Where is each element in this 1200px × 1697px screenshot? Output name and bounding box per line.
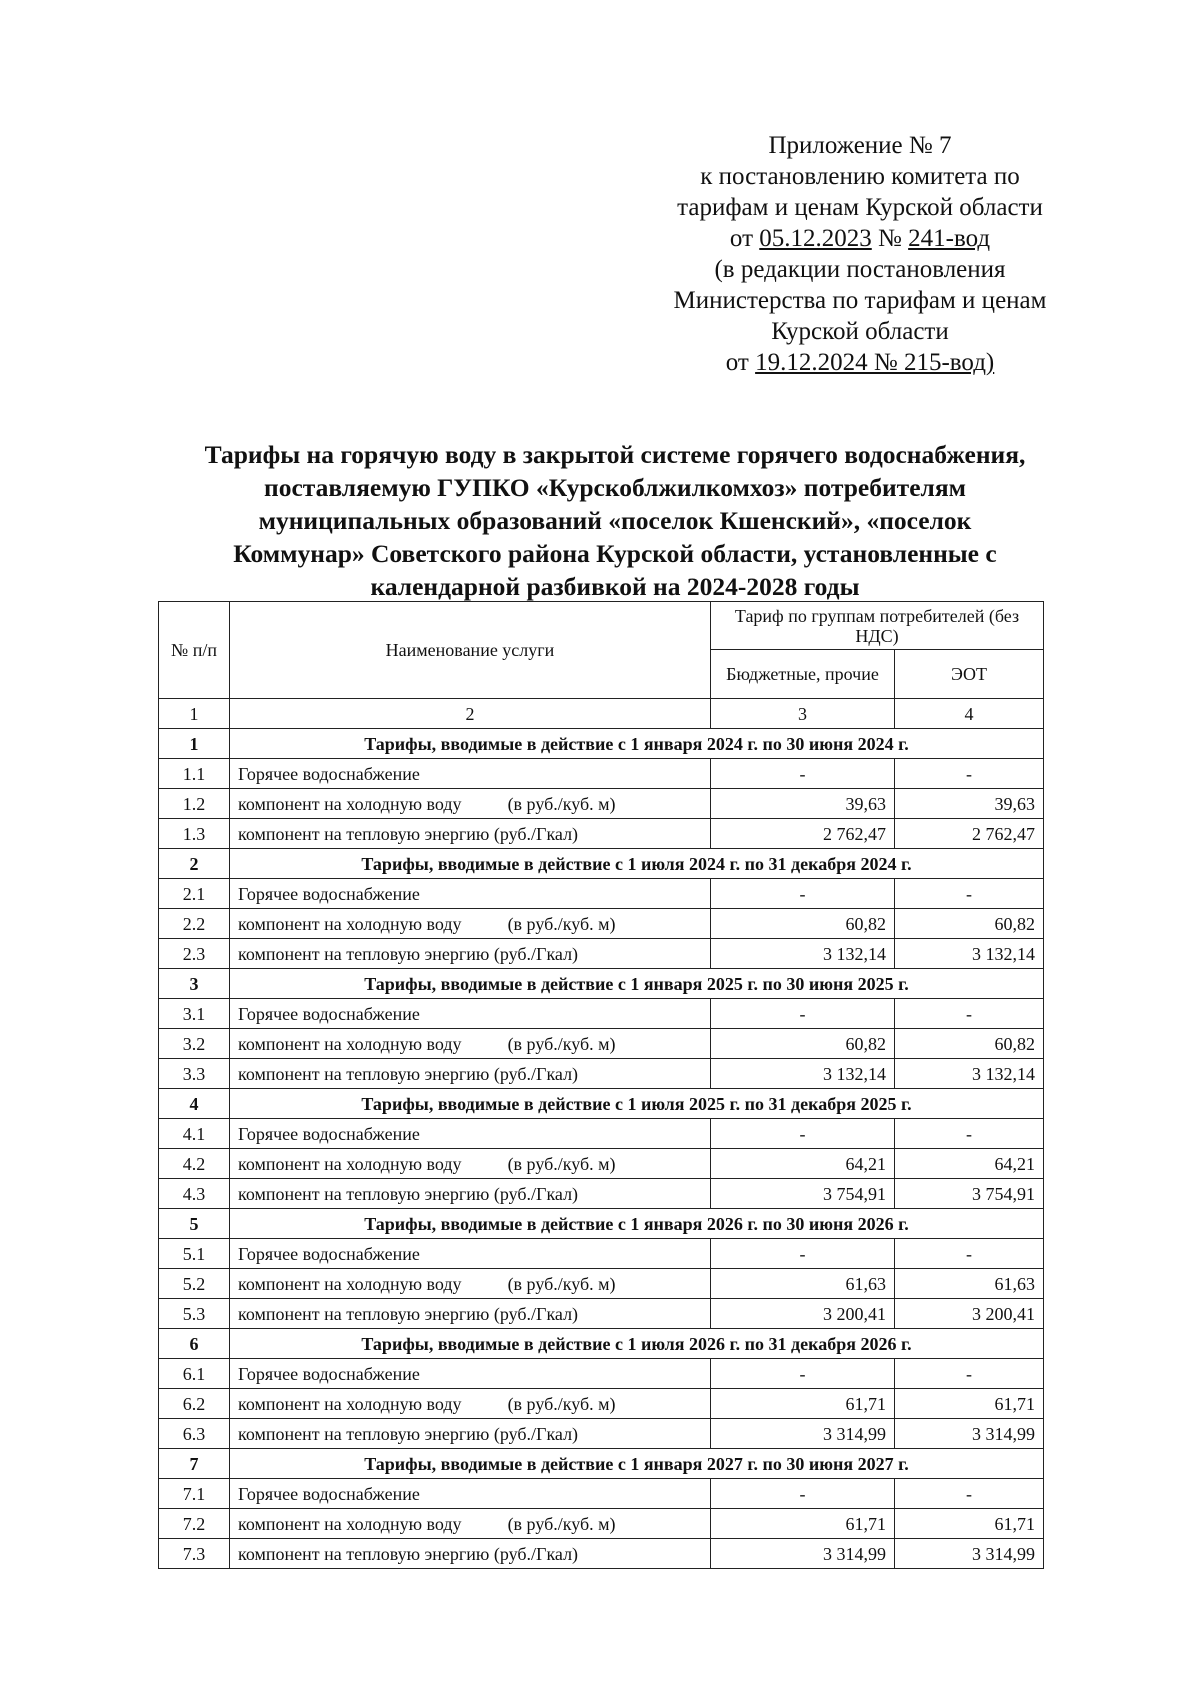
row-number: 3.3 — [159, 1059, 230, 1089]
section-title: Тарифы, вводимые в действие с 1 июля 2025 г. по 31 декабря 2025 г. — [230, 1089, 1044, 1119]
service-name-cell — [230, 1419, 711, 1449]
budget-value: 3 314,99 — [711, 1539, 895, 1569]
appendix-number: 241-вод — [908, 225, 991, 252]
eot-value: 39,63 — [895, 789, 1044, 819]
budget-value: 64,21 — [711, 1149, 895, 1179]
service-name: компонент на тепловую энергию (руб./Гкал) — [238, 1423, 579, 1444]
table-row — [159, 1059, 1044, 1089]
service-name: компонент на тепловую энергию (руб./Гкал) — [238, 1183, 579, 1204]
table-row — [159, 1239, 1044, 1269]
row-number: 5.3 — [159, 1299, 230, 1329]
service-name: Горячее водоснабжение — [238, 883, 420, 904]
header-service: Наименование услуги — [230, 602, 711, 699]
service-unit: (в руб./куб. м) — [507, 1153, 616, 1174]
service-unit: (в руб./куб. м) — [507, 913, 616, 934]
budget-value: 39,63 — [711, 789, 895, 819]
table-row — [159, 939, 1044, 969]
table-row — [159, 1149, 1044, 1179]
title-line: Тарифы на горячую воду в закрытой системе горячего водоснабжения, — [204, 440, 1026, 469]
table-header-row — [159, 602, 1044, 650]
section-title: Тарифы, вводимые в действие с 1 июля 2024 г. по 31 декабря 2024 г. — [230, 849, 1044, 879]
eot-value: 2 762,47 — [895, 819, 1044, 849]
section-title: Тарифы, вводимые в действие с 1 января 2026 г. по 30 июня 2026 г. — [230, 1209, 1044, 1239]
appendix-line: тарифам и ценам Курской области — [677, 194, 1043, 221]
table-row — [159, 1029, 1044, 1059]
title-line: муниципальных образований «поселок Кшенский», «поселок — [258, 506, 972, 535]
row-number: 6.2 — [159, 1389, 230, 1419]
budget-value: 2 762,47 — [711, 819, 895, 849]
section-number: 4 — [159, 1089, 230, 1119]
header-num: № п/п — [159, 602, 230, 699]
service-name-cell — [230, 1479, 711, 1509]
eot-value: - — [895, 1119, 1044, 1149]
service-name-cell — [230, 1269, 711, 1299]
row-number: 4.2 — [159, 1149, 230, 1179]
title-line: календарной разбивкой на 2024-2028 годы — [370, 572, 860, 601]
appendix-from: от — [725, 349, 756, 376]
budget-value: - — [711, 1479, 895, 1509]
section-row — [159, 1089, 1044, 1119]
appendix-line: Министерства по тарифам и ценам — [673, 287, 1047, 314]
row-number: 2.1 — [159, 879, 230, 909]
appendix-line: Приложение № 7 — [768, 132, 952, 159]
service-name-cell — [230, 1509, 711, 1539]
service-name-cell — [230, 939, 711, 969]
service-name: компонент на холодную воду — [238, 1273, 462, 1294]
service-unit: (в руб./куб. м) — [507, 1393, 616, 1414]
column-number: 4 — [895, 699, 1044, 729]
table-row — [159, 1299, 1044, 1329]
budget-value: 3 132,14 — [711, 1059, 895, 1089]
section-number: 6 — [159, 1329, 230, 1359]
column-number-row — [159, 699, 1044, 729]
service-name: компонент на холодную воду — [238, 1033, 462, 1054]
service-name-cell — [230, 1539, 711, 1569]
service-unit: (в руб./куб. м) — [507, 793, 616, 814]
service-name: компонент на тепловую энергию (руб./Гкал) — [238, 1543, 579, 1564]
eot-value: 3 314,99 — [895, 1539, 1044, 1569]
section-number: 7 — [159, 1449, 230, 1479]
budget-value: 61,71 — [711, 1509, 895, 1539]
service-unit: (в руб./куб. м) — [507, 1033, 616, 1054]
budget-value: - — [711, 999, 895, 1029]
row-number: 1.3 — [159, 819, 230, 849]
header-eot: ЭОТ — [895, 650, 1044, 699]
eot-value: 60,82 — [895, 1029, 1044, 1059]
appendix-decree-line — [640, 223, 1080, 254]
service-name: компонент на тепловую энергию (руб./Гкал) — [238, 1063, 579, 1084]
service-name: компонент на холодную воду — [238, 1513, 462, 1534]
table-row — [159, 1479, 1044, 1509]
eot-value: - — [895, 1479, 1044, 1509]
table-row — [159, 1539, 1044, 1569]
table-row — [159, 909, 1044, 939]
section-title: Тарифы, вводимые в действие с 1 июля 2026 г. по 31 декабря 2026 г. — [230, 1329, 1044, 1359]
service-name-cell — [230, 1179, 711, 1209]
table-row — [159, 1389, 1044, 1419]
appendix-line: к постановлению комитета по — [700, 163, 1020, 190]
budget-value: 3 314,99 — [711, 1419, 895, 1449]
service-unit: (в руб./куб. м) — [507, 1513, 616, 1534]
service-name-cell — [230, 759, 711, 789]
service-name: компонент на холодную воду — [238, 793, 462, 814]
row-number: 6.1 — [159, 1359, 230, 1389]
title-line: поставляемую ГУПКО «Курскоблжилкомхоз» потребителям — [264, 473, 966, 502]
section-row — [159, 969, 1044, 999]
section-row — [159, 1329, 1044, 1359]
service-name-cell — [230, 819, 711, 849]
eot-value: - — [895, 1239, 1044, 1269]
service-name: компонент на тепловую энергию (руб./Гкал) — [238, 943, 579, 964]
section-number: 1 — [159, 729, 230, 759]
service-name: Горячее водоснабжение — [238, 1483, 420, 1504]
eot-value: 61,63 — [895, 1269, 1044, 1299]
budget-value: 60,82 — [711, 1029, 895, 1059]
row-number: 4.1 — [159, 1119, 230, 1149]
section-row — [159, 849, 1044, 879]
eot-value: 3 132,14 — [895, 939, 1044, 969]
budget-value: - — [711, 1239, 895, 1269]
row-number: 7.3 — [159, 1539, 230, 1569]
budget-value: 3 132,14 — [711, 939, 895, 969]
service-name-cell — [230, 1059, 711, 1089]
eot-value: 61,71 — [895, 1389, 1044, 1419]
budget-value: - — [711, 879, 895, 909]
eot-value: 60,82 — [895, 909, 1044, 939]
header-tariff-group: Тариф по группам потребителей (без НДС) — [711, 602, 1044, 650]
row-number: 7.2 — [159, 1509, 230, 1539]
eot-value: 61,71 — [895, 1509, 1044, 1539]
service-name-cell — [230, 1389, 711, 1419]
budget-value: 3 754,91 — [711, 1179, 895, 1209]
service-name: компонент на холодную воду — [238, 1393, 462, 1414]
section-row — [159, 1449, 1044, 1479]
section-number: 2 — [159, 849, 230, 879]
row-number: 3.2 — [159, 1029, 230, 1059]
service-name: Горячее водоснабжение — [238, 763, 420, 784]
row-number: 4.3 — [159, 1179, 230, 1209]
column-number: 2 — [230, 699, 711, 729]
eot-value: - — [895, 759, 1044, 789]
tariff-table — [158, 601, 1044, 1569]
section-title: Тарифы, вводимые в действие с 1 января 2024 г. по 30 июня 2024 г. — [230, 729, 1044, 759]
eot-value: - — [895, 999, 1044, 1029]
eot-value: 3 200,41 — [895, 1299, 1044, 1329]
service-name: Горячее водоснабжение — [238, 1243, 420, 1264]
appendix-no: № — [871, 225, 909, 252]
service-name: компонент на тепловую энергию (руб./Гкал) — [238, 1303, 579, 1324]
eot-value: 3 314,99 — [895, 1419, 1044, 1449]
section-title: Тарифы, вводимые в действие с 1 января 2027 г. по 30 июня 2027 г. — [230, 1449, 1044, 1479]
document-title — [140, 438, 1090, 603]
service-name: компонент на холодную воду — [238, 1153, 462, 1174]
budget-value: - — [711, 759, 895, 789]
service-name: компонент на тепловую энергию (руб./Гкал) — [238, 823, 579, 844]
service-unit: (в руб./куб. м) — [507, 1273, 616, 1294]
service-name-cell — [230, 1029, 711, 1059]
table-row — [159, 789, 1044, 819]
budget-value: 3 200,41 — [711, 1299, 895, 1329]
service-name-cell — [230, 1299, 711, 1329]
section-title: Тарифы, вводимые в действие с 1 января 2025 г. по 30 июня 2025 г. — [230, 969, 1044, 999]
section-number: 3 — [159, 969, 230, 999]
eot-value: 64,21 — [895, 1149, 1044, 1179]
service-name: Горячее водоснабжение — [238, 1123, 420, 1144]
appendix-from: от — [729, 225, 760, 252]
service-name: Горячее водоснабжение — [238, 1363, 420, 1384]
appendix-header — [640, 130, 1080, 378]
row-number: 1.2 — [159, 789, 230, 819]
row-number: 6.3 — [159, 1419, 230, 1449]
service-name-cell — [230, 999, 711, 1029]
row-number: 3.1 — [159, 999, 230, 1029]
appendix-line: Курской области — [771, 318, 949, 345]
budget-value: 61,63 — [711, 1269, 895, 1299]
row-number: 2.2 — [159, 909, 230, 939]
appendix-revision-line — [640, 347, 1080, 378]
title-line: Коммунар» Советского района Курской области, установленные с — [233, 539, 997, 568]
table-row — [159, 1509, 1044, 1539]
service-name-cell — [230, 1119, 711, 1149]
row-number: 7.1 — [159, 1479, 230, 1509]
eot-value: 3 754,91 — [895, 1179, 1044, 1209]
column-number: 3 — [711, 699, 895, 729]
appendix-revision-date: 19.12.2024 № 215-вод) — [755, 349, 995, 376]
eot-value: - — [895, 1359, 1044, 1389]
table-row — [159, 1419, 1044, 1449]
budget-value: - — [711, 1359, 895, 1389]
section-row — [159, 1209, 1044, 1239]
service-name-cell — [230, 879, 711, 909]
table-row — [159, 1119, 1044, 1149]
section-number: 5 — [159, 1209, 230, 1239]
header-budget: Бюджетные, прочие — [711, 650, 895, 699]
eot-value: 3 132,14 — [895, 1059, 1044, 1089]
row-number: 5.1 — [159, 1239, 230, 1269]
table-row — [159, 819, 1044, 849]
service-name: компонент на холодную воду — [238, 913, 462, 934]
service-name-cell — [230, 1359, 711, 1389]
row-number: 1.1 — [159, 759, 230, 789]
table-row — [159, 759, 1044, 789]
table-row — [159, 1359, 1044, 1389]
budget-value: - — [711, 1119, 895, 1149]
eot-value: - — [895, 879, 1044, 909]
table-row — [159, 1179, 1044, 1209]
appendix-line: (в редакции постановления — [714, 256, 1006, 283]
appendix-date: 05.12.2023 — [759, 225, 872, 252]
service-name-cell — [230, 1239, 711, 1269]
row-number: 2.3 — [159, 939, 230, 969]
section-row — [159, 729, 1044, 759]
service-name-cell — [230, 789, 711, 819]
service-name: Горячее водоснабжение — [238, 1003, 420, 1024]
table-row — [159, 999, 1044, 1029]
service-name-cell — [230, 1149, 711, 1179]
column-number: 1 — [159, 699, 230, 729]
table-row — [159, 1269, 1044, 1299]
budget-value: 60,82 — [711, 909, 895, 939]
row-number: 5.2 — [159, 1269, 230, 1299]
budget-value: 61,71 — [711, 1389, 895, 1419]
service-name-cell — [230, 909, 711, 939]
table-row — [159, 879, 1044, 909]
